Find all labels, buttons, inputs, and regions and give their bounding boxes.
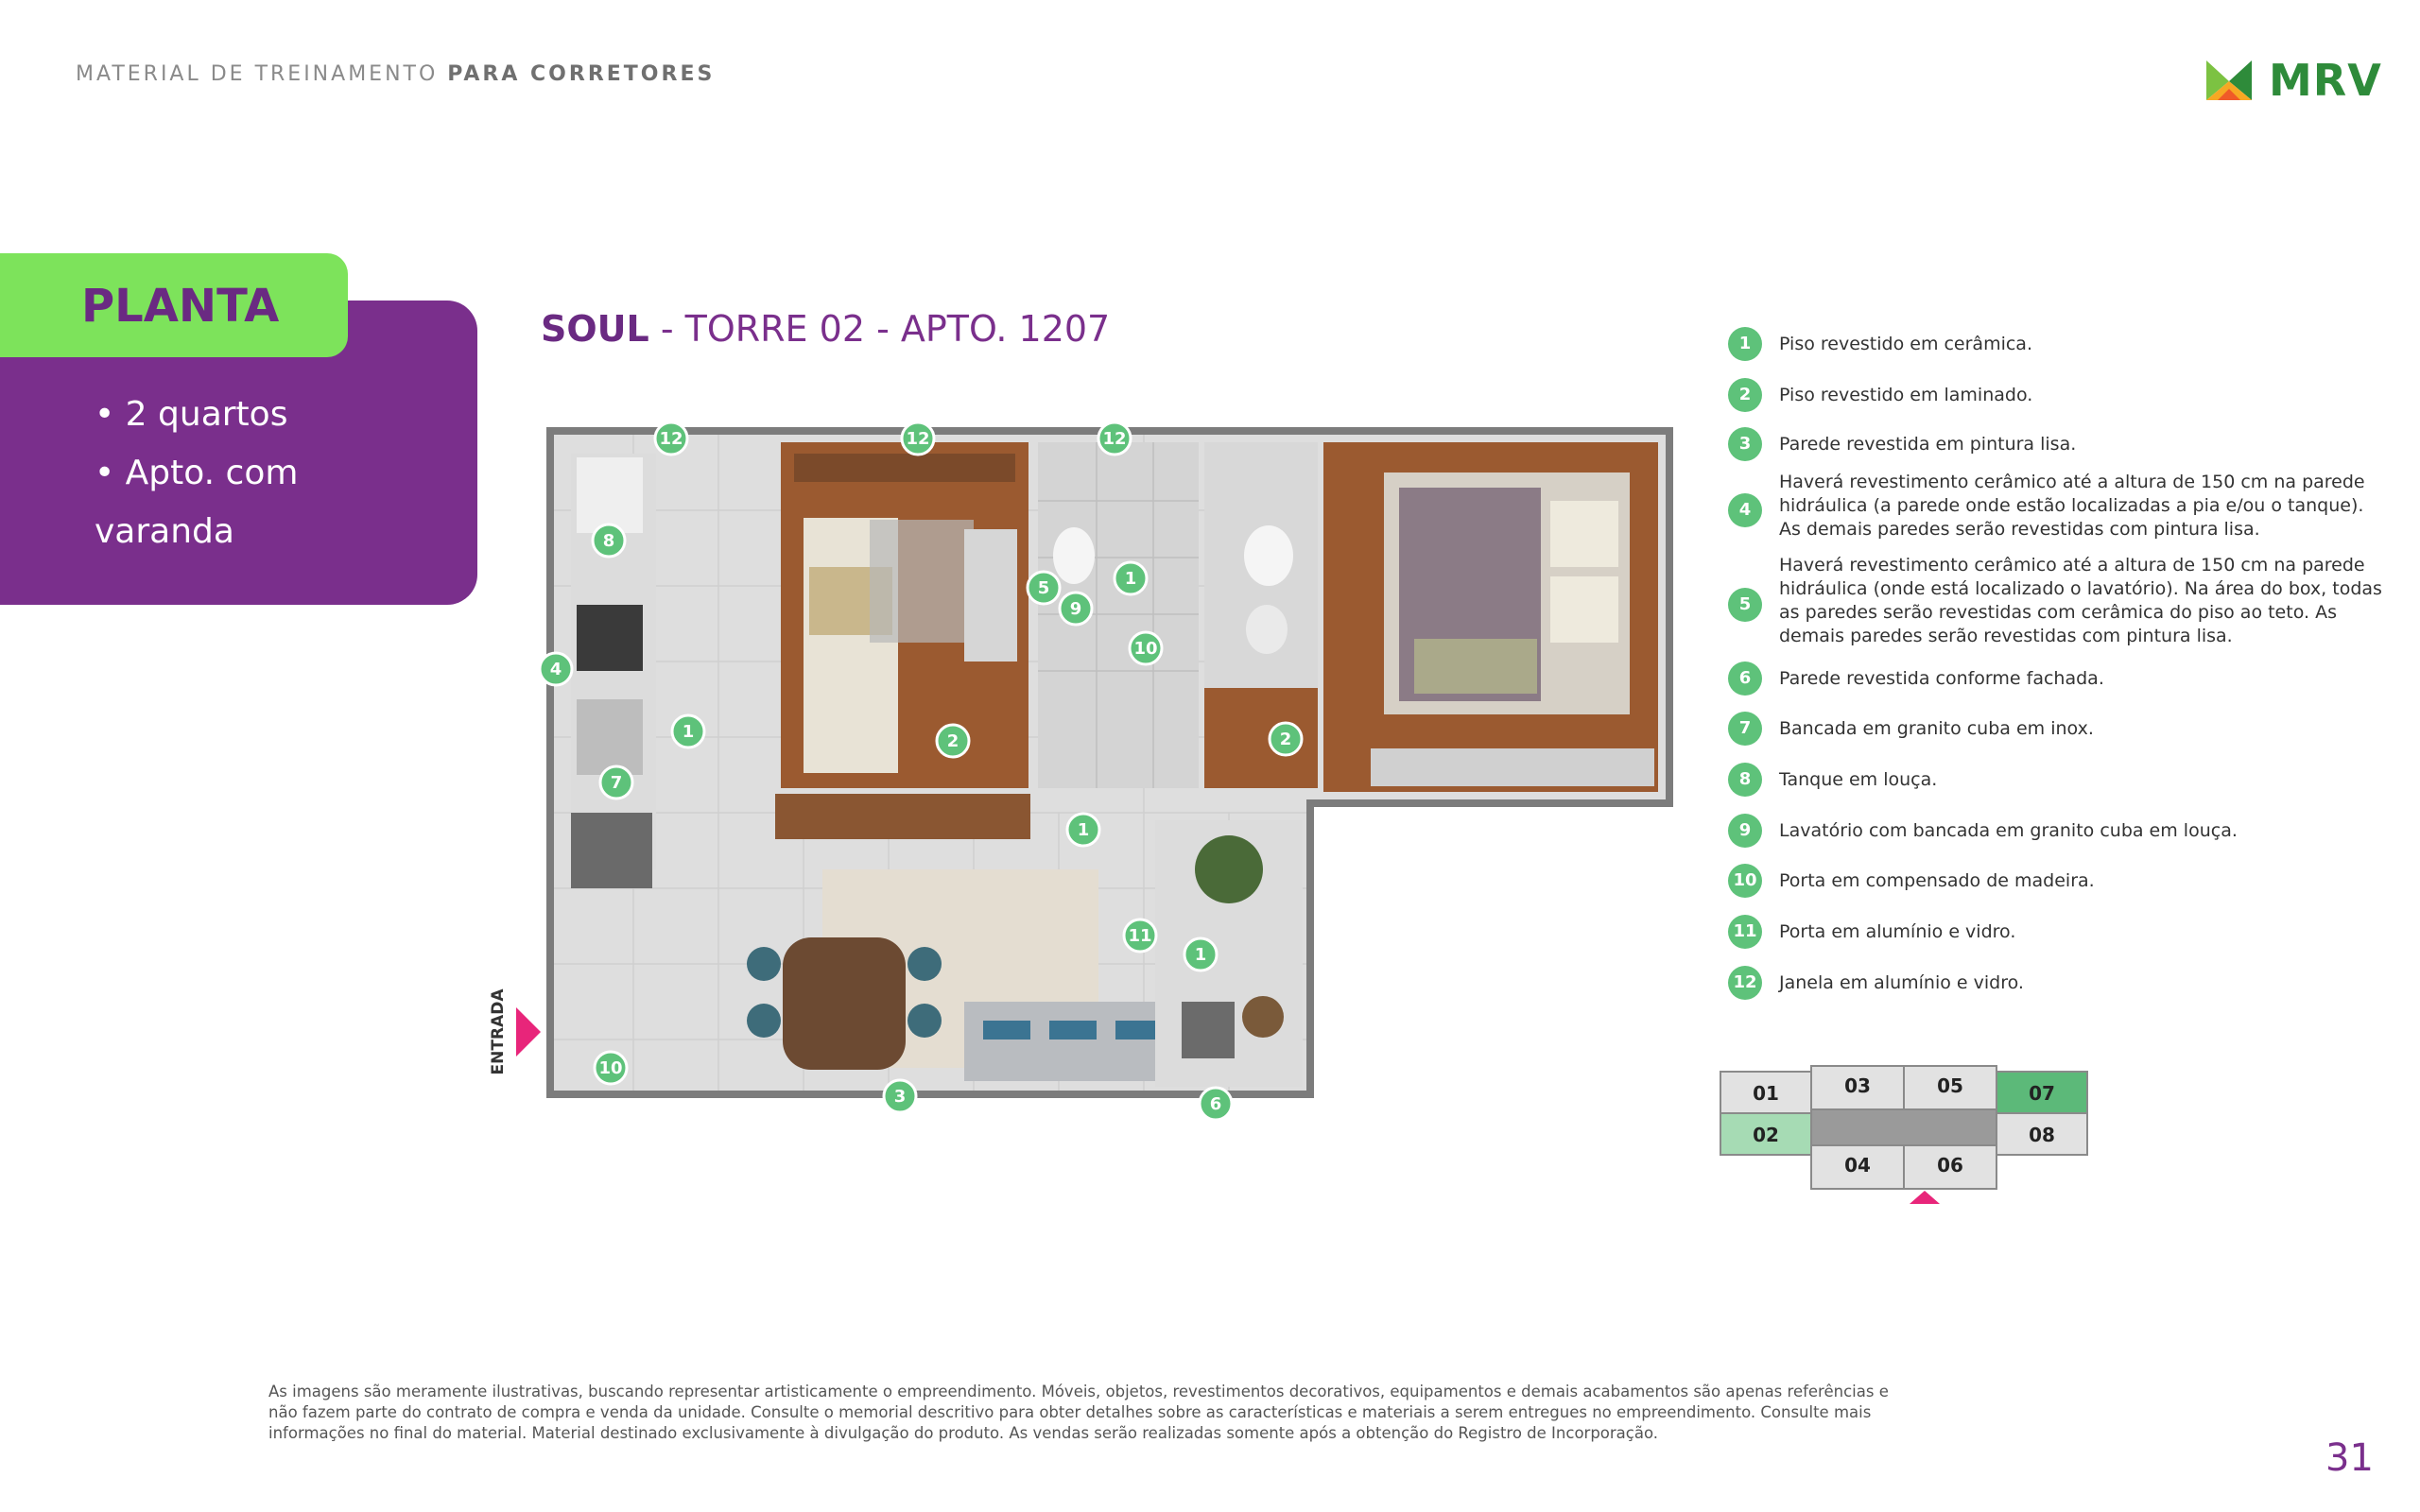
- features-list: [95, 386, 298, 561]
- keyplan-unit: 02: [1753, 1124, 1779, 1146]
- svg-text:11: 11: [1128, 926, 1152, 946]
- plan-marker: [593, 524, 625, 557]
- feature-item: varanda: [95, 512, 234, 551]
- feature-item: • Apto. com: [95, 454, 299, 492]
- keyplan-unit: 03: [1844, 1074, 1871, 1097]
- plan-marker: [672, 715, 704, 747]
- mrv-logo-mark: [2203, 53, 2259, 106]
- svg-text:12: 12: [906, 429, 930, 449]
- plan-marker: [1098, 422, 1131, 455]
- svg-text:1: 1: [1077, 820, 1090, 840]
- svg-text:12: 12: [1102, 429, 1127, 449]
- svg-text:4: 4: [549, 660, 562, 679]
- svg-text:5: 5: [1037, 578, 1050, 598]
- svg-text:3: 3: [893, 1087, 907, 1107]
- svg-text:9: 9: [1069, 599, 1082, 619]
- section-tab: [0, 253, 348, 357]
- entrance-arrow-icon: [516, 1007, 541, 1057]
- plan-marker: [655, 422, 687, 455]
- plan-marker: [1060, 593, 1092, 625]
- entrance-label: ENTRADA: [489, 988, 508, 1075]
- plan-marker: [884, 1080, 916, 1112]
- keyplan-unit: 01: [1753, 1082, 1779, 1105]
- plan-marker: [902, 422, 934, 455]
- plan-marker: [1115, 562, 1147, 594]
- keyplan-unit: 08: [2029, 1124, 2055, 1146]
- keyplan-arrow-icon: [1910, 1191, 1940, 1204]
- plan-marker: [1200, 1088, 1232, 1120]
- svg-text:8: 8: [602, 531, 615, 551]
- svg-text:6: 6: [1209, 1094, 1222, 1114]
- svg-text:10: 10: [598, 1058, 623, 1078]
- disclaimer: As imagens são meramente ilustrativas, buscando representar artisticamente o empreendimento. Móveis, objetos, revestimentos decorativos, equipamentos e demais acabamentos são apenas referências e não fazem parte do contrato de compra e venda da unidade. Consulte o memorial descritivo para obter detalhes sobre as características e materiais a serem entregues no empreendimento. Consulte mais informações no final do material. Material destinado exclusivamente à divulgação do produto. As vendas serão realizadas somente após a obtenção do Registro de Incorporação.: [268, 1383, 1889, 1442]
- plan-marker: [1028, 572, 1060, 604]
- mrv-logo: [2203, 53, 2382, 106]
- plan-marker: [1270, 723, 1302, 755]
- floor-plan: [489, 416, 1673, 1115]
- section-title: PLANTA: [81, 280, 280, 333]
- svg-text:1: 1: [1194, 945, 1207, 965]
- plan-marker: [1184, 938, 1217, 971]
- key-plan: [1720, 1057, 2118, 1217]
- svg-text:12: 12: [659, 429, 683, 449]
- keyplan-unit: 04: [1844, 1154, 1871, 1177]
- unit-title: SOUL - TORRE 02 - APTO. 1207: [541, 308, 1111, 350]
- svg-text:1: 1: [1124, 569, 1137, 589]
- plan-marker: [1067, 814, 1099, 846]
- svg-text:7: 7: [610, 773, 623, 793]
- svg-text:1: 1: [682, 722, 695, 742]
- logo-text: MRV: [2269, 55, 2382, 106]
- page-number: 31: [2325, 1436, 2374, 1480]
- svg-text:2: 2: [946, 731, 959, 751]
- plan-marker: [1130, 632, 1162, 664]
- plan-marker: [600, 766, 632, 799]
- svg-text:10: 10: [1133, 639, 1158, 659]
- plan-marker: [595, 1052, 627, 1084]
- plan-marker: [540, 653, 572, 685]
- plan-marker: [1124, 919, 1156, 952]
- keyplan-unit: 07: [2029, 1082, 2055, 1105]
- keyplan-unit: 06: [1937, 1154, 1963, 1177]
- plan-marker: [937, 725, 969, 757]
- header-label: MATERIAL DE TREINAMENTO PARA CORRETORES: [76, 62, 716, 86]
- keyplan-unit: 05: [1937, 1074, 1963, 1097]
- feature-item: • 2 quartos: [95, 395, 288, 434]
- svg-text:2: 2: [1279, 730, 1292, 749]
